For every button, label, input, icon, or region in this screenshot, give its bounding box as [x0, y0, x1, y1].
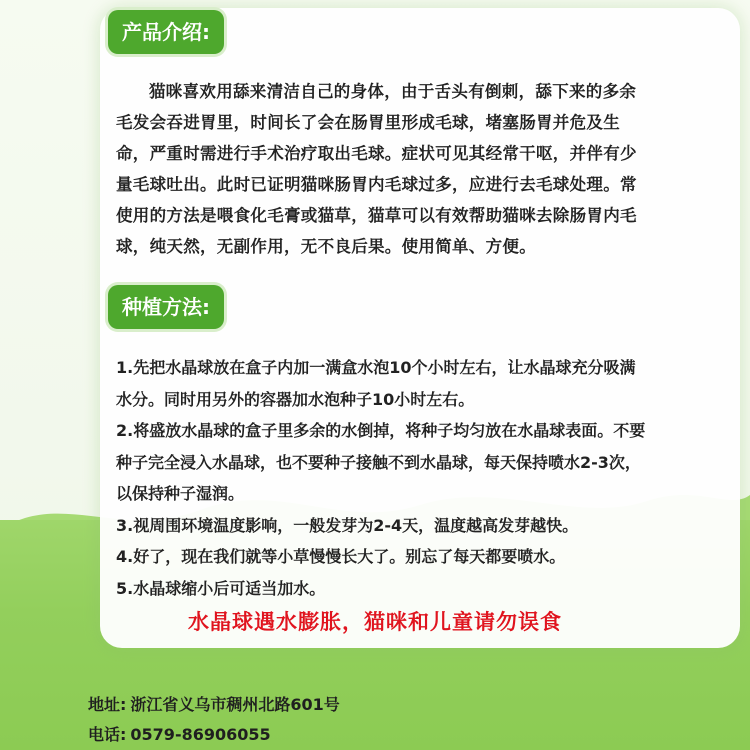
planting-step: 3.视周围环境温度影响，一般发芽为2-4天，温度越高发芽越快。	[116, 515, 579, 535]
planting-heading: 种植方法:	[108, 285, 224, 329]
intro-heading: 产品介绍:	[108, 10, 224, 54]
intro-paragraph: 猫咪喜欢用舔来清洁自己的身体，由于舌头有倒刺，舔下来的多余毛发会吞进胃里，时间长了会在肠胃里形成毛球，堵塞肠胃并危及生命，严重时需进行手术治疗取出毛球。症状可见其经常干呕，并伴有少量毛球吐出。此时已证明猫咪肠胃内毛球过多，应进行去毛球处理。常使用的方法是喂食化毛膏或猫草，猫草可以有效帮助猫咪去除肠胃内毛球，纯天然，无副作用，无不良后果。使用简单、方便。	[116, 82, 637, 256]
planting-step: 2.将盛放水晶球的盒子里多余的水倒掉，将种子均匀放在水晶球表面。不要种子完全浸入水晶球，也不要种子接触不到水晶球，每天保持喷水2-3次，以保持种子湿润。	[116, 421, 646, 503]
address-label: 地址:	[88, 695, 127, 714]
phone-label: 电话:	[88, 725, 127, 744]
phone-line	[88, 722, 271, 745]
planting-step: 1.先把水晶球放在盒子内加一满盒水泡10个小时左右，让水晶球充分吸满水分。同时用另外的容器加水泡种子10小时左右。	[116, 358, 636, 409]
warning-text: 水晶球遇水膨胀，猫咪和儿童请勿误食	[188, 610, 562, 634]
address-line	[88, 692, 340, 715]
planting-step: 5.水晶球缩小后可适当加水。	[116, 578, 326, 598]
planting-step: 4.好了，现在我们就等小草慢慢长大了。别忘了每天都要喷水。	[116, 547, 566, 566]
phone-value: 0579-86906055	[130, 725, 271, 744]
address-value: 浙江省义乌市稠州北路601号	[130, 695, 340, 714]
planting-steps	[116, 352, 646, 604]
